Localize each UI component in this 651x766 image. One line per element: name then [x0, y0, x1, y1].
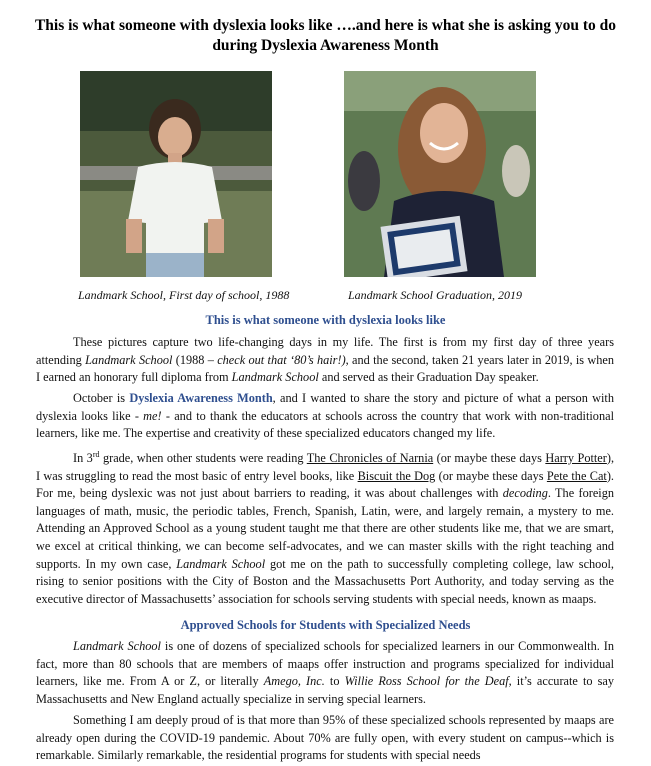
paragraph-october [36, 390, 614, 443]
caption-first-day: Landmark School, First day of school, 1988 [78, 288, 290, 302]
section-heading-dyslexia: This is what someone with dyslexia looks like [205, 313, 446, 327]
text-run: These pictures capture two life-changing days in my life. The first is from my first day of three years attending [36, 335, 614, 367]
book-title: Biscuit the Dog [357, 468, 436, 483]
text-run: ). For me, being dyslexic was not just about barriers to reading, it was about challenges with [36, 468, 614, 501]
text-run: (1988 – [172, 352, 218, 367]
text-run: Something I am deeply proud of is that more than 95% of these specialized schools represented by maaps are already open during the COVID-19 pandemic. About 70% are fully open, with every student on campus--which is remarkable. Similarly remarkable, the residential programs for students with special needs [36, 713, 614, 763]
text-run: (or maybe these days [433, 451, 546, 466]
text-run: is one of dozens of specialized schools for specialized learners in our Commonwealth. In fact, more than 80 schools that are members of maaps offer instruction and programs specialized for individual learners, like me. From A or Z, or literally [36, 639, 614, 689]
text-run: In 3 [73, 451, 93, 466]
dyslexia-awareness-month-highlight: Dyslexia Awareness Month [129, 391, 273, 405]
text-run: October is [73, 391, 130, 405]
photo-graduation-image [344, 71, 536, 277]
photo-graduation [344, 71, 536, 277]
text-run: , and the second, taken 21 years later in 2019, is when I earned an honorary full diploma from [36, 352, 614, 385]
text-run: - and to thank the educators at schools across the country that work with non-traditional learners, like me. The expertise and creativity of these specialized educators changed my life. [36, 408, 614, 441]
section-heading-approved-schools: Approved Schools for Students with Specialized Needs [180, 618, 471, 632]
text-run: , and I wanted to share the story and picture of what a person with dyslexia looks like - [36, 391, 614, 423]
text-run: grade, when other students were reading [99, 451, 307, 466]
text-run: to [324, 674, 345, 689]
book-title: The Chronicles of Narnia [306, 451, 434, 466]
text-run: . The foreign languages of math, music, the periodic tables, French, Spanish, Latin, were, and largely remain, a mystery to me. Attending an Approved School as a young student taught me that there are other students like me, that we are smart, we excel at critical thinking, we can become self-advocates, and we can master skills with the right teaching and supports. In my own case, [36, 486, 614, 571]
photo-first-day-image [80, 71, 272, 277]
book-title: Pete the Cat [546, 468, 607, 483]
emphasis-me: me! [143, 408, 162, 423]
text-run: (or maybe these days [435, 468, 547, 483]
ordinal-suffix: rd [92, 450, 100, 459]
hair-aside: check out that ‘80’s hair!) [217, 352, 346, 367]
text-run: got me on the path to successfully completing college, law school, rising to senior positions with the City of Boston and the Massachusetts Port Authority, and today serving as the executive director of Massachusetts’ association for schools serving students with special needs, known as maaps. [36, 556, 614, 606]
school-name: Amego, Inc. [263, 674, 325, 689]
paragraph-landmark [36, 638, 614, 708]
text-run: it’s accurate to say Massachusetts and New England actually specialize in serving special learners. [36, 674, 614, 706]
school-name: Landmark School [176, 556, 266, 571]
photo-first-day [80, 71, 272, 277]
caption-graduation: Landmark School Graduation, 2019 [348, 288, 522, 302]
book-title: Harry Potter [545, 451, 607, 466]
paragraph-third-grade [36, 446, 614, 608]
text-run: ), I was struggling to read the most basic of entry level books, like [36, 451, 615, 483]
school-name: Willie Ross School for the Deaf, [344, 674, 512, 689]
school-name: Landmark School [73, 639, 161, 653]
text-run: and served as their Graduation Day speaker. [318, 370, 539, 385]
paragraph-intro [36, 334, 614, 387]
paragraph-proud [36, 712, 614, 765]
school-name: Landmark School [85, 352, 173, 367]
school-name: Landmark School [231, 370, 319, 385]
page-title: This is what someone with dyslexia looks like ….and here is what she is asking you to do during Dyslexia Awareness Month [34, 17, 617, 54]
emphasis-decoding: decoding [502, 486, 548, 501]
